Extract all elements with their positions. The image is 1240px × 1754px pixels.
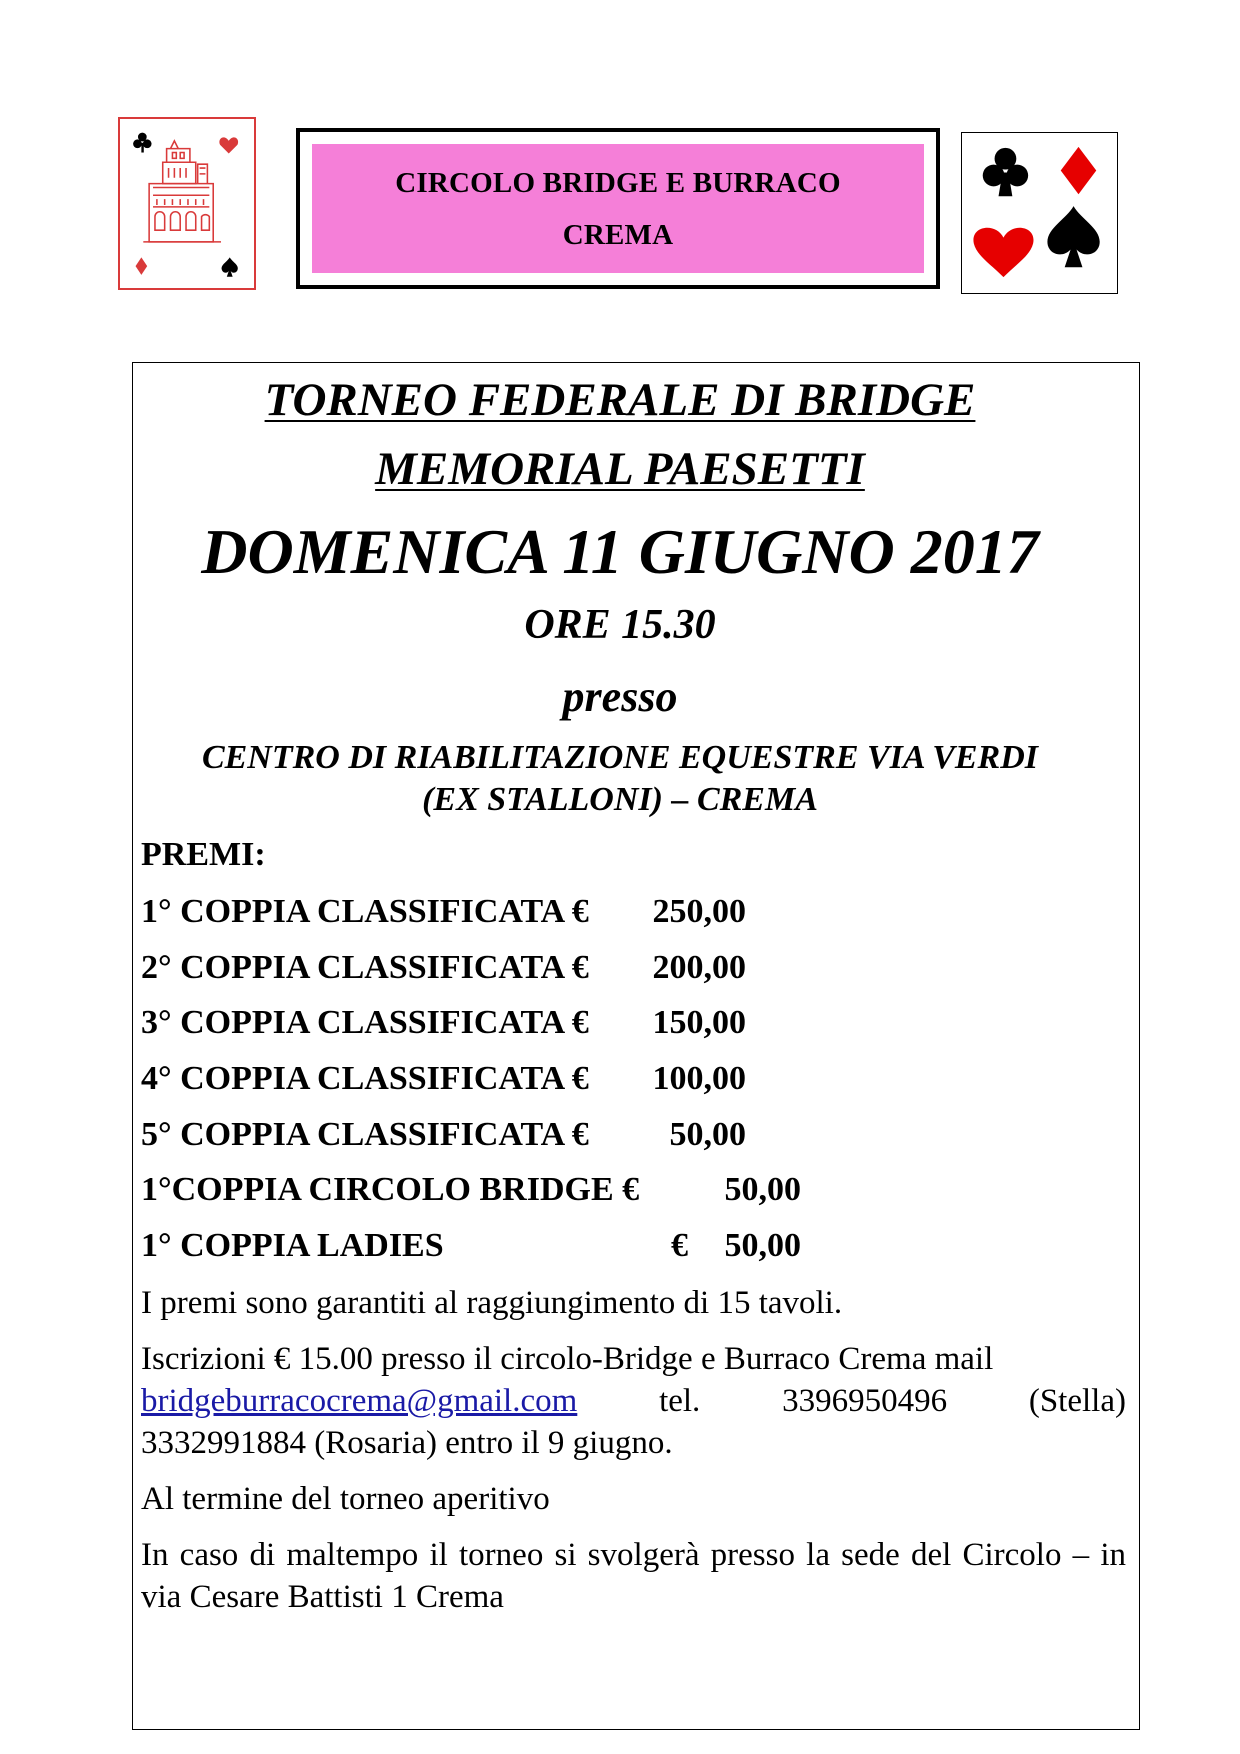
prize-amount: 50,00 <box>724 1227 801 1264</box>
venue-line-2: (EX STALLONI) – CREMA <box>422 781 818 818</box>
club-name: CIRCOLO BRIDGE E BURRACO <box>395 166 841 199</box>
prize-label: 4° COPPIA CLASSIFICATA € <box>141 1060 589 1097</box>
prize-row <box>141 1004 821 1044</box>
event-subtitle: MEMORIAL PAESETTI <box>375 443 865 495</box>
registration-info <box>141 1338 1126 1464</box>
card-suits-box <box>961 132 1118 294</box>
weather-note: In caso di maltempo il torneo si svolgerà presso la sede del Circolo – in via Cesare Battisti 1 Crema <box>141 1537 1126 1615</box>
prize-amount: 200,00 <box>652 949 746 986</box>
prize-amount: 50,00 <box>669 1116 746 1153</box>
event-time: ORE 15.30 <box>524 602 716 648</box>
prize-amount: 250,00 <box>652 893 746 930</box>
spade-icon <box>1047 206 1099 267</box>
email-link[interactable]: bridgeburracocrema@gmail.com <box>141 1383 578 1419</box>
prize-label: 2° COPPIA CLASSIFICATA € <box>141 949 589 986</box>
prize-label: 1° COPPIA LADIES <box>141 1227 444 1264</box>
heart-icon <box>973 228 1033 277</box>
club-icon <box>983 148 1028 196</box>
registration-line-3: 3332991884 (Rosaria) entro il 9 giugno. <box>141 1425 673 1461</box>
aperitivo-note: Al termine del torneo aperitivo <box>141 1481 550 1517</box>
prize-label: 1°COPPIA CIRCOLO BRIDGE € <box>141 1171 640 1208</box>
prize-amount: 100,00 <box>652 1060 746 1097</box>
prize-row <box>141 1171 821 1211</box>
prize-row <box>141 1227 821 1267</box>
prizes-heading: PREMI: <box>141 836 266 873</box>
phone-1-name: (Stella) <box>1028 1383 1126 1419</box>
header-pink-panel <box>312 144 924 273</box>
event-title: TORNEO FEDERALE DI BRIDGE <box>264 374 976 426</box>
prize-label: 3° COPPIA CLASSIFICATA € <box>141 1004 589 1041</box>
prize-label: 5° COPPIA CLASSIFICATA € <box>141 1116 589 1153</box>
event-date: DOMENICA 11 GIUGNO 2017 <box>201 516 1039 587</box>
prize-label: 1° COPPIA CLASSIFICATA € <box>141 893 589 930</box>
presso-label: presso <box>562 672 678 721</box>
registration-line-1 <box>141 1338 1126 1380</box>
prize-currency: € <box>671 1227 688 1264</box>
prize-row <box>141 1116 821 1156</box>
prize-row <box>141 893 821 933</box>
phone-1: 3396950496 <box>782 1383 948 1419</box>
card-castle-logo-icon <box>118 117 256 290</box>
prize-row <box>141 949 821 989</box>
guarantee-note: I premi sono garantiti al raggiungimento di 15 tavoli. <box>141 1285 843 1321</box>
header-banner <box>296 128 940 289</box>
prize-amount: 150,00 <box>652 1004 746 1041</box>
club-city: CREMA <box>562 218 674 251</box>
registration-text: Iscrizioni € 15.00 presso il circolo-Bridge e Burraco Crema mail <box>141 1341 994 1377</box>
prize-row <box>141 1060 821 1100</box>
tel-label: tel. <box>659 1383 701 1419</box>
diamond-icon <box>1061 147 1097 194</box>
registration-line-2 <box>141 1380 1126 1422</box>
venue-line-1: CENTRO DI RIABILITAZIONE EQUESTRE VIA VERDI <box>201 739 1039 776</box>
prize-amount: 50,00 <box>724 1171 801 1208</box>
